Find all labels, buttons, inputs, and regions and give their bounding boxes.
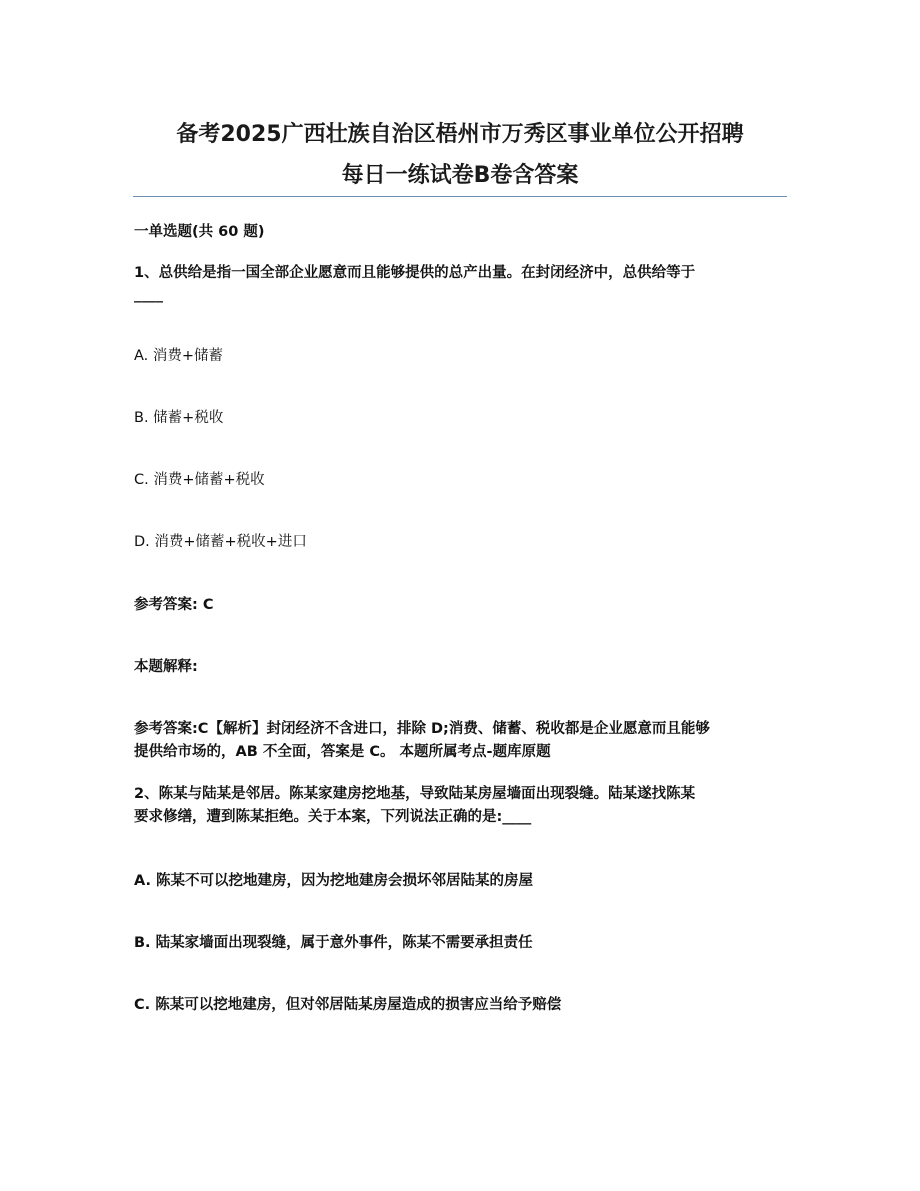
document-title-line-1: 备考2025广西壮族自治区梧州市万秀区事业单位公开招聘 — [176, 122, 744, 147]
question-1-explanation-line-1: 参考答案:C【解析】封闭经济不含进口，排除 D;消费、储蓄、税收都是企业愿意而且能够 — [134, 721, 710, 737]
question-2-option-c: C. 陈某可以挖地建房，但对邻居陆某房屋造成的损害应当给予赔偿 — [134, 997, 562, 1013]
question-2-option-b: B. 陆某家墙面出现裂缝，属于意外事件，陈某不需要承担责任 — [134, 935, 533, 951]
question-1-option-d: D. 消费+储蓄+税收+进口 — [134, 534, 307, 550]
question-2-option-a: A. 陈某不可以挖地建房，因为挖地建房会损坏邻居陆某的房屋 — [134, 873, 534, 889]
question-1-option-a: A. 消费+储蓄 — [134, 348, 224, 364]
question-2-stem-line-2: 要求修缮，遭到陈某拒绝。关于本案，下列说法正确的是:____ — [134, 809, 532, 825]
question-1-option-b: B. 储蓄+税收 — [134, 410, 224, 426]
document-title-line-2: 每日一练试卷B卷含答案 — [341, 163, 579, 188]
question-1-option-c: C. 消费+储蓄+税收 — [134, 472, 265, 488]
title-divider — [133, 196, 787, 197]
question-2-stem-line-1: 2、陈某与陆某是邻居。陈某家建房挖地基，导致陆某房屋墙面出现裂缝。陆某遂找陈某 — [134, 786, 696, 802]
question-1-answer: 参考答案: C — [134, 597, 214, 613]
question-1-explanation-line-2: 提供给市场的，AB 不全面，答案是 C。 本题所属考点-题库原题 — [134, 744, 551, 760]
section-heading: 一单选题(共 60 题) — [134, 224, 265, 240]
question-1-explanation-label: 本题解释: — [134, 659, 198, 675]
question-1-stem-line-2: ____ — [134, 287, 163, 303]
question-1-stem-line-1: 1、总供给是指一国全部企业愿意而且能够提供的总产出量。在封闭经济中，总供给等于 — [134, 265, 696, 281]
